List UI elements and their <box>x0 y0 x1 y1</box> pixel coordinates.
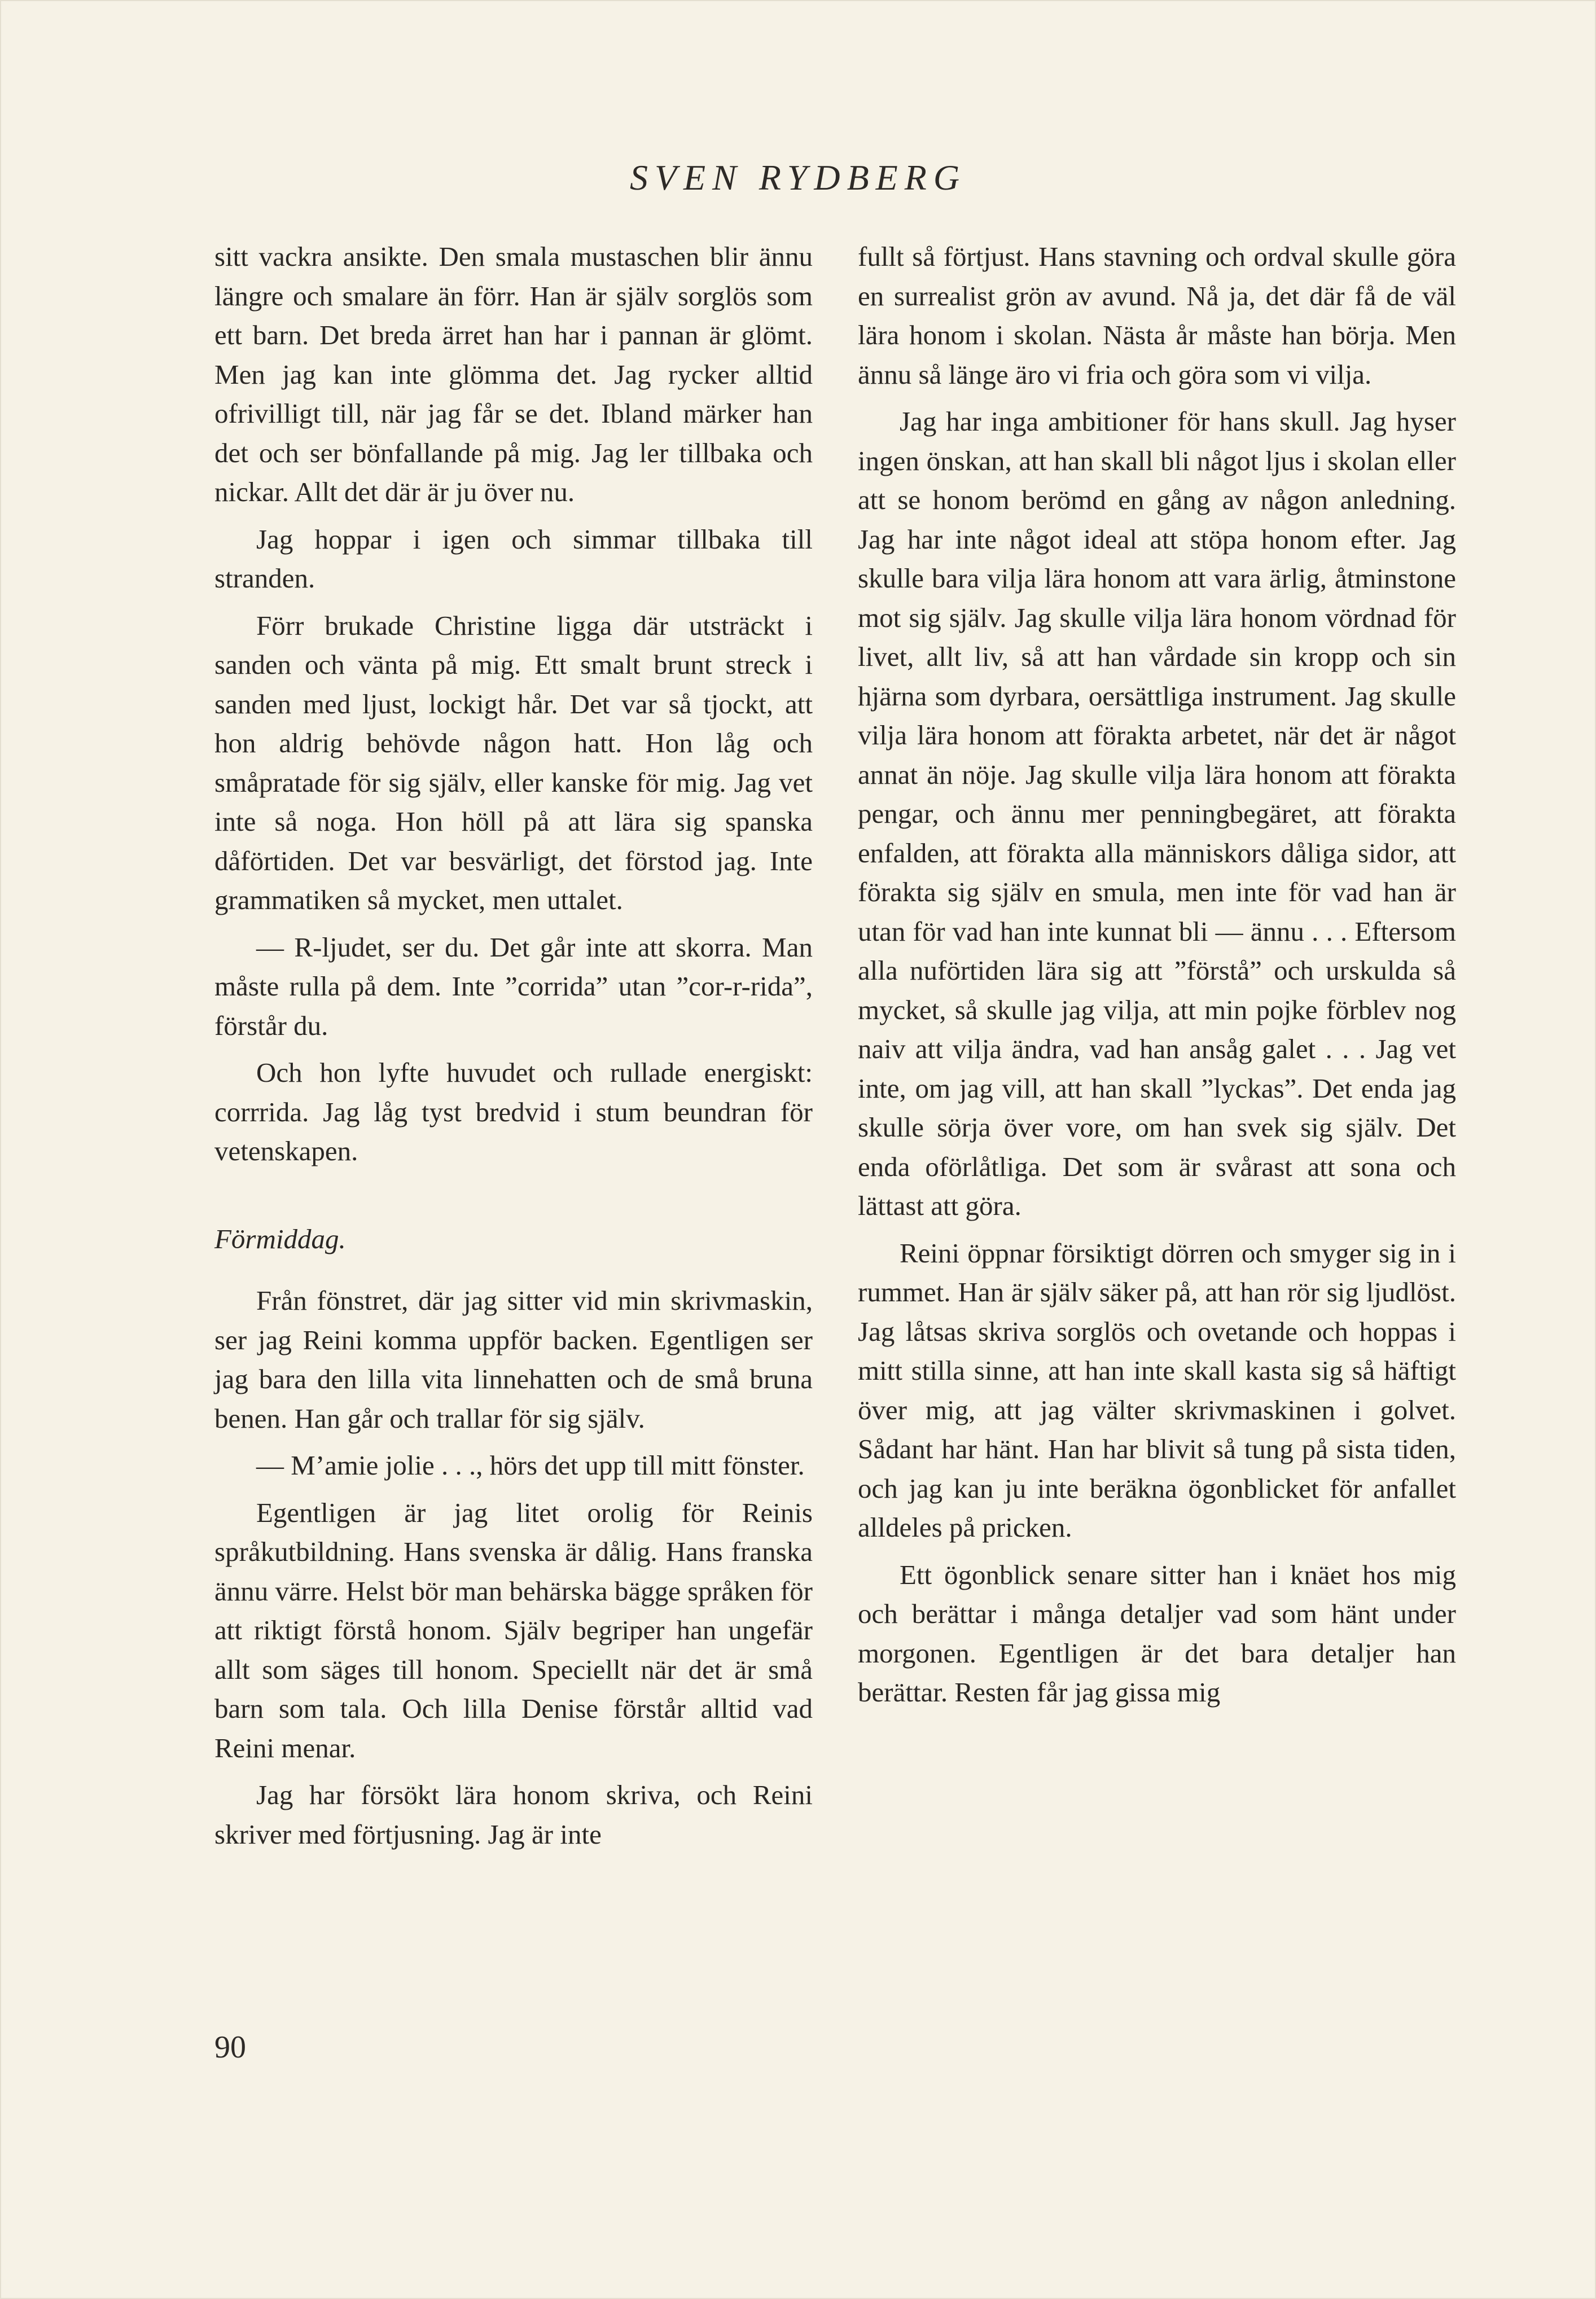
left-column <box>214 237 813 1862</box>
paragraph: Jag har inga ambitioner för hans skull. Jag hyser ingen önskan, att han skall bli något ljus i skolan eller att se honom berömd en gång av någon anledning. Jag har inte något ideal att stöpa honom efter. Jag skulle bara vilja lära honom att vara ärlig, åtminstone mot sig själv. Jag skulle vilja lära honom vördnad för livet, allt liv, så att han vårdade sin kropp och sin hjärna som dyrbara, oersättliga instrument. Jag skulle vilja lära honom att förakta arbetet, när det är något annat än nöje. Jag skulle vilja lära honom att förakta pengar, och ännu mer penningbegäret, att förakta enfalden, att förakta alla människors dåliga sidor, att förakta sig själv en smula, men inte för vad han är utan för vad han inte kunnat bli — ännu . . . Eftersom alla nuförtiden lära sig att ”förstå” och urskulda så mycket, så skulle jag vilja, att min pojke förblev nog naiv att vilja ändra, vad han ansåg galet . . . Jag vet inte, om jag vill, att han skall ”lyckas”. Det enda jag skulle sörja över vore, om han svek sig själv. Det enda oförlåtliga. Det som är svårast att sona och lättast att göra. <box>858 406 1456 1221</box>
paragraph: Egentligen är jag litet orolig för Reinis språkutbildning. Hans svenska är dålig. Hans franska ännu värre. Helst bör man behärska bägge språken för att riktigt förstå honom. Själv begriper han ungefär allt som säges till honom. Speciellt när det är små barn som tala. Och lilla Denise förstår alltid vad Reini menar. <box>214 1497 813 1763</box>
paragraph: Från fönstret, där jag sitter vid min skrivmaskin, ser jag Reini komma uppför backen. Egentligen ser jag bara den lilla vita linnehatten och de små bruna benen. Han går och trallar för sig själv. <box>214 1285 813 1434</box>
section-heading: Förmiddag. <box>214 1223 346 1254</box>
paragraph: Jag hoppar i igen och simmar tillbaka till stranden. <box>214 523 813 594</box>
paragraph: Och hon lyfte huvudet och rullade energiskt: corrrida. Jag låg tyst bredvid i stum beundran för vetenskapen. <box>214 1057 813 1166</box>
paragraph: Reini öppnar försiktigt dörren och smyger sig in i rummet. Han är själv säker på, att han rör sig ljudlöst. Jag låtsas skriva sorglös och ovetande och hoppas i mitt stilla sinne, att han inte skall kasta sig så häftigt över mig, att jag välter skrivmaskinen i golvet. Sådant har hänt. Han har blivit så tung på sista tiden, och jag kan ju inte beräkna ögonblicket för anfallet alldeles på pricken. <box>858 1237 1456 1543</box>
paragraph: Jag har försökt lära honom skriva, och Reini skriver med förtjusning. Jag är inte <box>214 1779 813 1850</box>
paragraph: Förr brukade Christine ligga där utsträckt i sanden och vänta på mig. Ett smalt brunt streck i sanden med ljust, lockigt hår. Det var så tjockt, att hon aldrig behövde någon hatt. Hon låg och småpratade för sig själv, eller kanske för mig. Jag vet inte så noga. Hon höll på att lära sig spanska dåförtiden. Det var besvärligt, det förstod jag. Inte grammatiken så mycket, men uttalet. <box>214 609 813 915</box>
paragraph: — R-ljudet, ser du. Det går inte att skorra. Man måste rulla på dem. Inte ”corrida” utan ”cor-r-rida”, förstår du. <box>214 931 813 1041</box>
right-column <box>858 237 1456 1720</box>
running-head: SVEN RYDBERG <box>629 157 967 198</box>
paragraph: sitt vackra ansikte. Den smala mustaschen blir ännu längre och smalare än förr. Han är själv sorglös som ett barn. Det breda ärret han har i pannan är glömt. Men jag kan inte glömma det. Jag rycker alltid ofrivilligt till, när jag får se det. Ibland märker han det och ser bönfallande på mig. Jag ler tillbaka och nickar. Allt det där är ju över nu. <box>214 241 813 507</box>
page-number: 90 <box>214 2030 246 2065</box>
paragraph: fullt så förtjust. Hans stavning och ordval skulle göra en surrealist grön av avund. Nå ja, det där få de väl lära honom i skolan. Nästa år måste han börja. Men ännu så länge äro vi fria och göra som vi vilja. <box>858 241 1456 390</box>
paragraph: Ett ögonblick senare sitter han i knäet hos mig och berättar i många detaljer vad som hänt under morgonen. Egentligen är det bara detaljer han berättar. Resten får jag gissa mig <box>858 1559 1456 1708</box>
paragraph: — M’amie jolie . . ., hörs det upp till mitt fönster. <box>256 1450 805 1481</box>
